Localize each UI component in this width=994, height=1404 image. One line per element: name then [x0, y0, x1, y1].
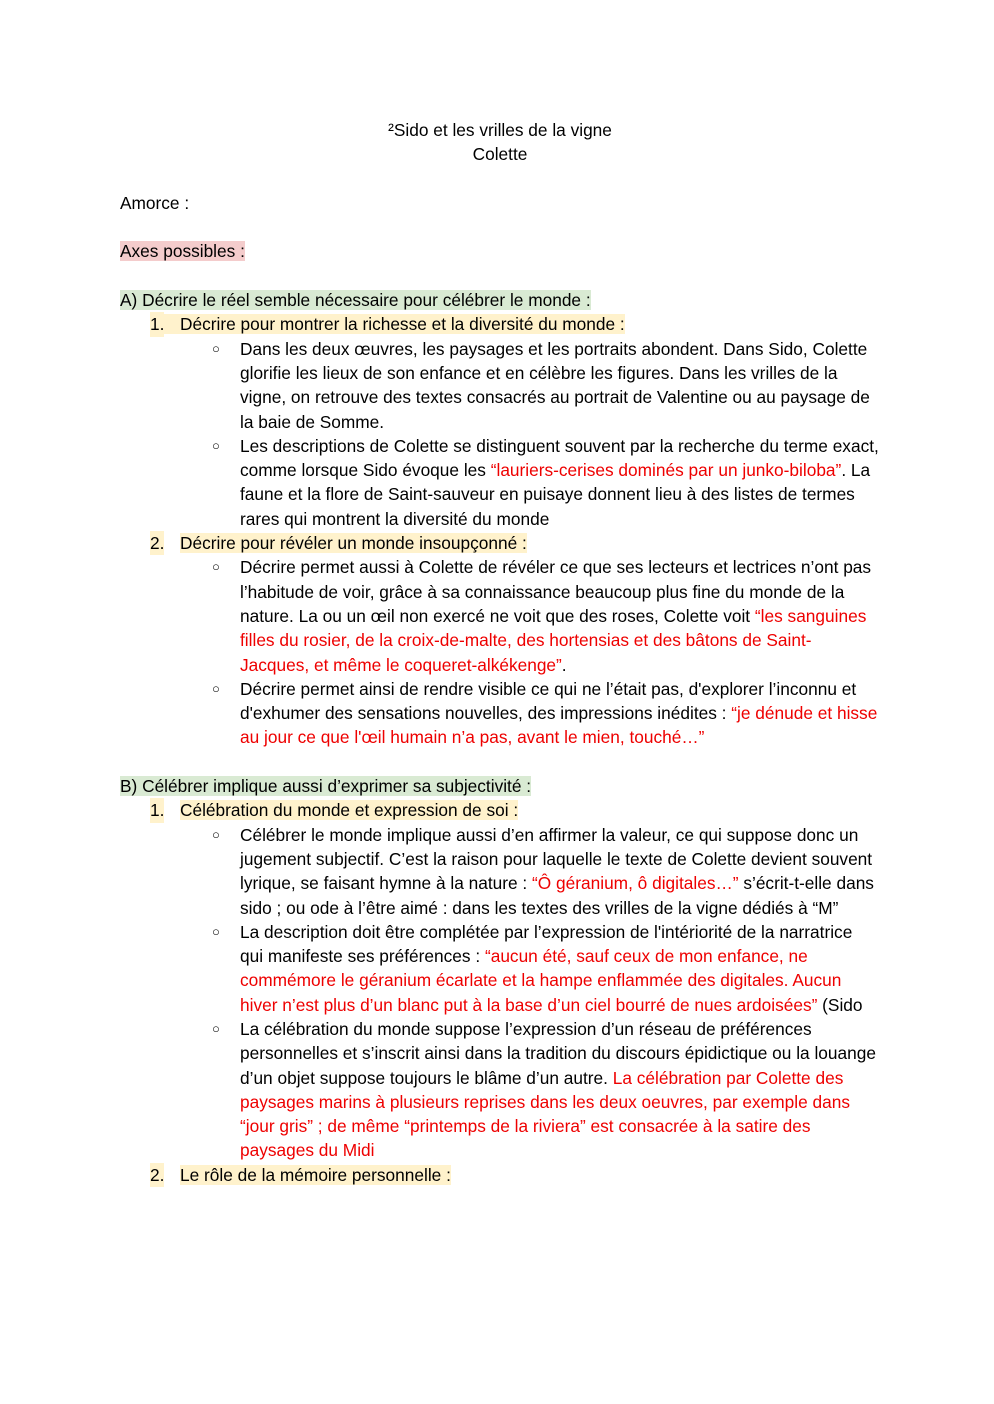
quote-text: “Ô géranium, ô digitales…” [532, 873, 739, 894]
list-item [120, 1017, 880, 1163]
section-a-heading: A) Décrire le réel semble nécessaire pour célébrer le monde : [120, 290, 591, 311]
bullet-text: La célébration du monde suppose l’expression d’un réseau de préférences personnelles et s’inscrit ainsi dans la tradition du discours épidictique ou la louange d’un objet suppose toujours le blâme d’un autre. [240, 1018, 876, 1088]
list-item [120, 555, 880, 676]
bullet-text: Célébrer le monde implique aussi d’en affirmer la valeur, ce qui suppose donc un jugement subjectif. C’est la raison pour laquelle le texte de Colette devient souvent lyrique, se faisant hymne à la nature : [240, 824, 873, 894]
list-number: 2. [150, 531, 164, 555]
spacer [120, 215, 880, 239]
bullet-circle-icon: ○ [212, 923, 220, 939]
document-title: ²Sido et les vrilles de la vigne [388, 120, 612, 140]
section-b-sub1 [120, 798, 880, 822]
bullet-circle-icon: ○ [212, 826, 220, 842]
quote-text: “les sanguines filles du rosier, de la croix-de-malte, des hortensias et des bâtons de Saint-Jacques, et même le coqueret-alkékenge” [240, 605, 867, 675]
bullet-text: Dans les deux œuvres, les paysages et les portraits abondent. Dans Sido, Colette glorifie les lieux de son enfance et en célèbre les figures. Dans les vrilles de la vigne, on retrouve des textes consacrés au portrait de Valentine ou au paysage de la baie de Somme. [240, 338, 870, 432]
section-b-sub2 [120, 1163, 880, 1187]
bullet-text: (Sido [817, 994, 863, 1015]
spacer [120, 167, 880, 191]
bullet-circle-icon: ○ [212, 340, 220, 356]
list-number: 1. [150, 798, 164, 822]
quote-text: “lauriers-cerises dominés par un junko-biloba” [490, 460, 842, 481]
bullet-text: Les descriptions de Colette se distinguent souvent par la recherche du terme exact, comme lorsque Sido évoque les [240, 435, 879, 481]
section-a-sub2 [120, 531, 880, 555]
bullet-circle-icon: ○ [212, 680, 220, 696]
spacer [120, 750, 880, 774]
bullet-text: La description doit être complétée par l’expression de l'intériorité de la narratrice qui manifeste ses préférences : [240, 921, 853, 967]
bullet-text: s’écrit-t-elle dans sido ; ou ode à l’être aimé : dans les textes des vrilles de la vigne dédiés à “M” [240, 873, 874, 918]
bullet-text: Décrire permet ainsi de rendre visible ce qui ne l’était pas, d'explorer l’inconnu et d'exhumer des sensations nouvelles, des impressions inédites : [240, 678, 857, 724]
section-a-sub1 [120, 312, 880, 336]
quote-text: La célébration par Colette des paysages marins à plusieurs reprises dans les deux oeuvres, par exemple dans “jour gris” ; de même “printemps de la riviera” est consacrée à la satire des paysages du Midi [240, 1067, 850, 1161]
document-author: Colette [472, 144, 528, 165]
document-page [120, 118, 880, 1187]
list-item [120, 337, 880, 434]
bullet-circle-icon: ○ [212, 437, 220, 453]
section-a-sub1-heading: Décrire pour montrer la richesse et la diversité du monde : [180, 314, 625, 335]
list-item [120, 920, 880, 1017]
section-b-heading: B) Célébrer implique aussi d’exprimer sa subjectivité : [120, 776, 532, 797]
spacer [120, 264, 880, 288]
section-b-sub2-heading: Le rôle de la mémoire personnelle : [180, 1164, 451, 1185]
bullet-circle-icon: ○ [212, 1020, 220, 1036]
axes-label: Axes possibles : [120, 241, 245, 262]
bullet-circle-icon: ○ [212, 559, 220, 575]
bullet-text: . La faune et la flore de Saint-sauveur en puisaye donnent lieu à des listes de termes rares qui montrent la diversité du monde [240, 460, 871, 529]
quote-text: “je dénude et hisse au jour ce que l'œil humain n’a pas, avant le mien, touché…” [240, 703, 878, 748]
section-b-sub1-heading: Célébration du monde et expression de soi : [180, 800, 519, 821]
list-number: 1. [150, 312, 164, 336]
quote-text: “aucun été, sauf ceux de mon enfance, ne commémore le géranium écarlate et la hampe enflammée des digitales. Aucun hiver n’est plus d’un blanc put à la base d’un ciel bourré de nues ardoisées” [240, 946, 842, 1015]
bullet-text: . [561, 654, 567, 675]
bullet-text: Décrire permet aussi à Colette de révéler ce que ses lecteurs et lectrices n’ont pas l’habitude de voir, grâce à sa connaissance beaucoup plus fine du monde de la nature. La ou un œil non exercé ne voit que des roses, Colette voit [240, 557, 872, 626]
list-item [120, 434, 880, 531]
section-a-sub2-heading: Décrire pour révéler un monde insoupçonné : [180, 533, 527, 554]
amorce-label: Amorce : [120, 192, 190, 213]
list-item [120, 823, 880, 920]
list-item [120, 677, 880, 750]
list-number: 2. [150, 1163, 164, 1187]
